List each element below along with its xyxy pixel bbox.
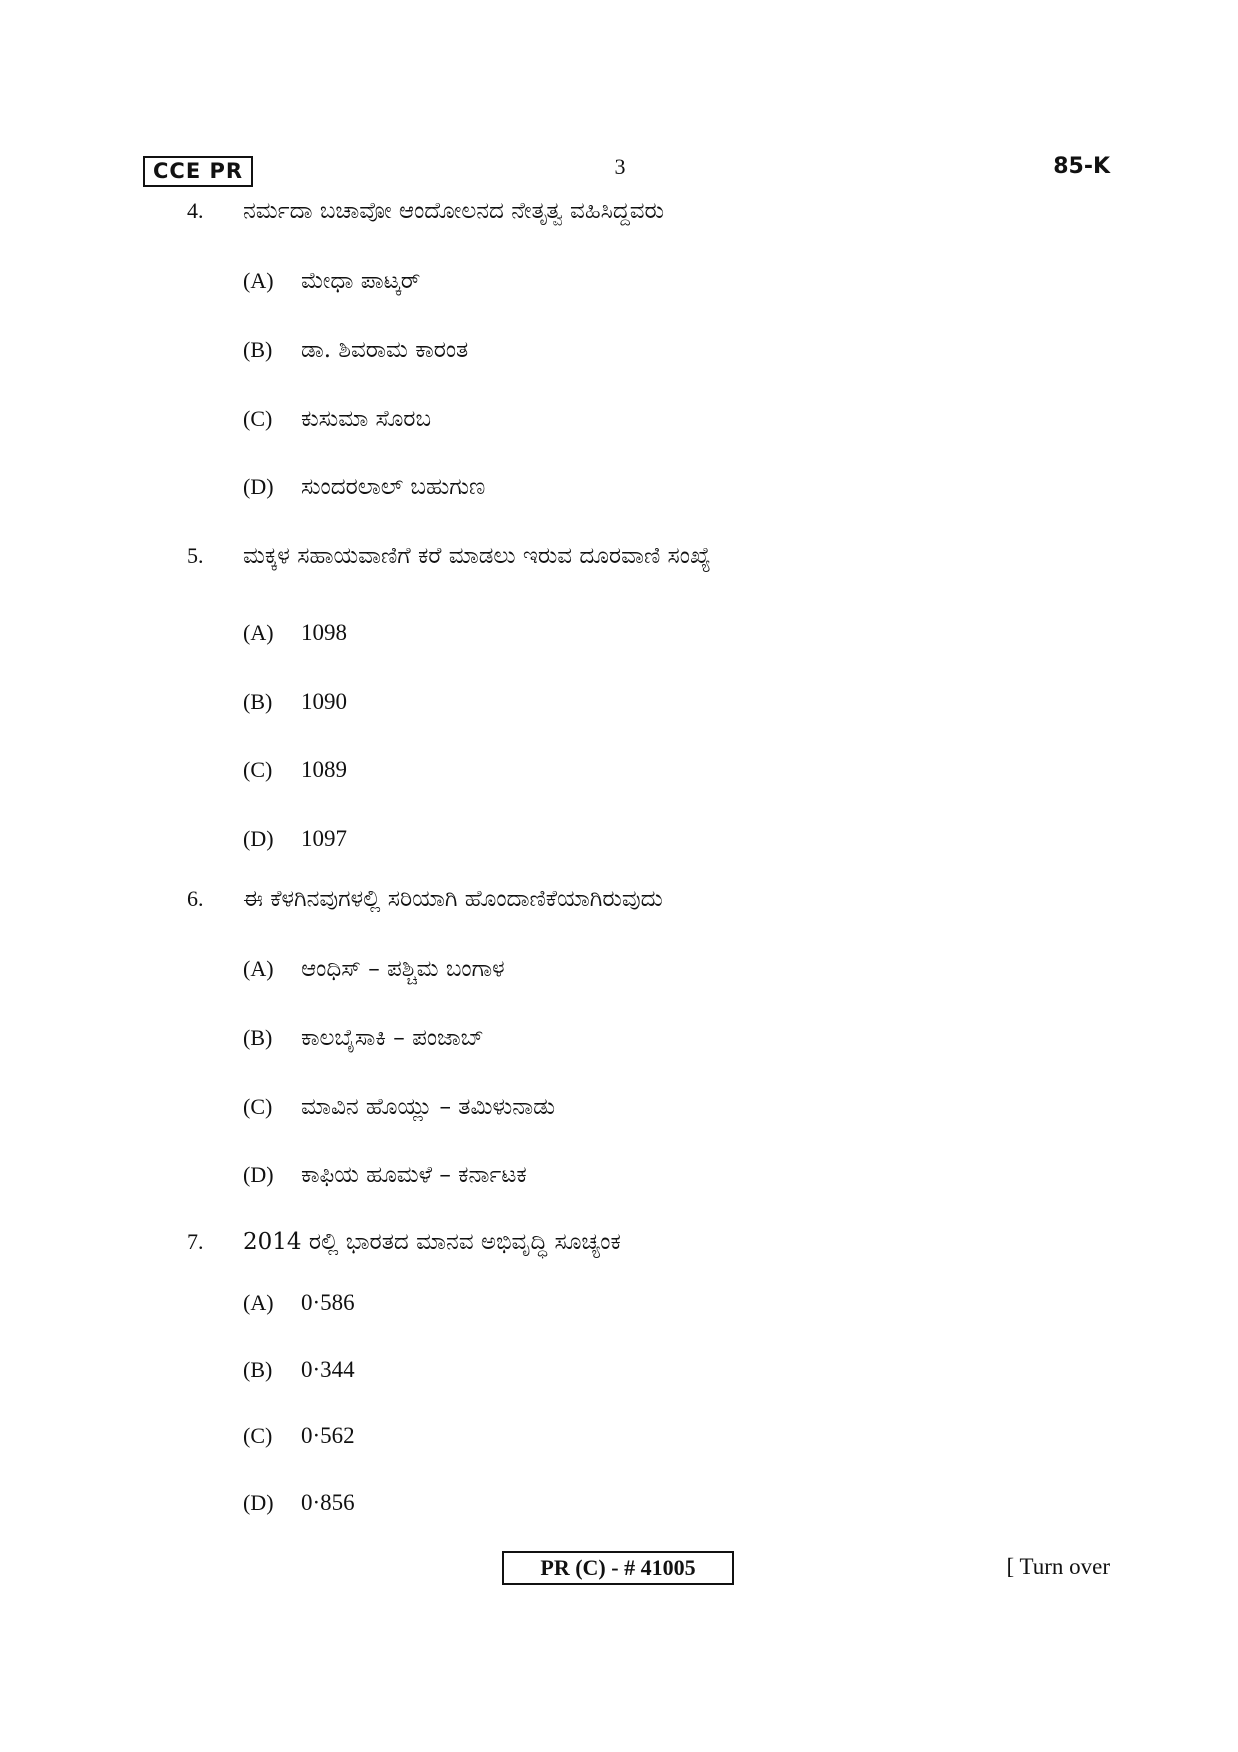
option-text: 1098 <box>301 620 347 645</box>
option-label: (B) <box>243 337 273 362</box>
option-label: (B) <box>243 1025 273 1050</box>
option-label: (A) <box>243 268 274 293</box>
option-label: (D) <box>243 826 274 851</box>
page-number: 3 <box>614 154 626 179</box>
option-label: (B) <box>243 689 273 714</box>
option-text: 1097 <box>301 826 347 851</box>
option-label: (A) <box>243 620 274 645</box>
option-label: (C) <box>243 1423 273 1448</box>
option-label: (A) <box>243 1290 274 1315</box>
option-text: ಮೇಧಾ ಪಾಟ್ಕರ್ <box>301 268 421 294</box>
option-text: 0·856 <box>301 1490 355 1515</box>
option-7c <box>0 1423 1238 1455</box>
option-text: ಸುಂದರಲಾಲ್ ಬಹುಗುಣ <box>301 474 486 500</box>
option-7b <box>0 1357 1238 1389</box>
option-label: (D) <box>243 1490 274 1515</box>
question-text: ಈ ಕೆಳಗಿನವುಗಳಲ್ಲಿ ಸರಿಯಾಗಿ ಹೊಂದಾಣಿಕೆಯಾಗಿರುವುದು <box>243 886 663 912</box>
option-6c <box>0 1094 1238 1126</box>
option-label: (A) <box>243 956 274 981</box>
option-6d <box>0 1162 1238 1194</box>
option-label: (D) <box>243 474 274 499</box>
option-text: ಕುಸುಮಾ ಸೊರಬ <box>301 406 432 432</box>
turn-over-text: [ Turn over <box>1006 1554 1110 1579</box>
question-number: 7. <box>187 1229 204 1254</box>
option-text: 1089 <box>301 757 347 782</box>
option-label: (D) <box>243 1162 274 1187</box>
question-text: ಮಕ್ಕಳ ಸಹಾಯವಾಣಿಗೆ ಕರೆ ಮಾಡಲು ಇರುವ ದೂರವಾಣಿ ಸಂಖ್ಯೆ <box>243 543 711 569</box>
option-5c <box>0 757 1238 789</box>
option-text: ಮಾವಿನ ಹೊಯ್ಲು – ತಮಿಳುನಾಡು <box>301 1094 556 1120</box>
option-text: ಡಾ. ಶಿವರಾಮ ಕಾರಂತ <box>301 337 469 363</box>
option-5d <box>0 826 1238 858</box>
option-6b <box>0 1025 1238 1057</box>
option-text: 0·586 <box>301 1290 355 1315</box>
question-number: 6. <box>187 886 204 911</box>
option-6a <box>0 956 1238 988</box>
footer-code-box: PR (C) - # 41005 <box>502 1551 734 1585</box>
header-code-box: CCE PR <box>143 156 253 187</box>
option-4d <box>0 474 1238 506</box>
question-text: ನರ್ಮದಾ ಬಚಾವೋ ಆಂದೋಲನದ ನೇತೃತ್ವ ವಹಿಸಿದ್ದವರು <box>243 198 665 224</box>
question-number: 5. <box>187 543 204 568</box>
option-7a <box>0 1290 1238 1322</box>
option-4a <box>0 268 1238 300</box>
option-label: (B) <box>243 1357 273 1382</box>
option-label: (C) <box>243 1094 273 1119</box>
option-text: ಕಾಲಬೈಸಾಕಿ – ಪಂಜಾಬ್ <box>301 1025 484 1051</box>
option-text: ಕಾಫಿಯ ಹೂಮಳೆ – ಕರ್ನಾಟಕ <box>301 1162 527 1188</box>
question-text: 2014 ರಲ್ಲಿ ಭಾರತದ ಮಾನವ ಅಭಿವೃದ್ಧಿ ಸೂಚ್ಯಂಕ <box>243 1229 621 1255</box>
option-text: 0·344 <box>301 1357 355 1382</box>
option-text: 0·562 <box>301 1423 355 1448</box>
option-label: (C) <box>243 406 273 431</box>
option-4c <box>0 406 1238 438</box>
option-text: 1090 <box>301 689 347 714</box>
question-number: 4. <box>187 198 204 223</box>
option-5a <box>0 620 1238 652</box>
option-5b <box>0 689 1238 721</box>
option-label: (C) <box>243 757 273 782</box>
option-7d <box>0 1490 1238 1522</box>
option-4b <box>0 337 1238 369</box>
paper-code: 85-K <box>1053 154 1110 179</box>
option-text: ಆಂಧಿಸ್ – ಪಶ್ಚಿಮ ಬಂಗಾಳ <box>301 956 505 982</box>
